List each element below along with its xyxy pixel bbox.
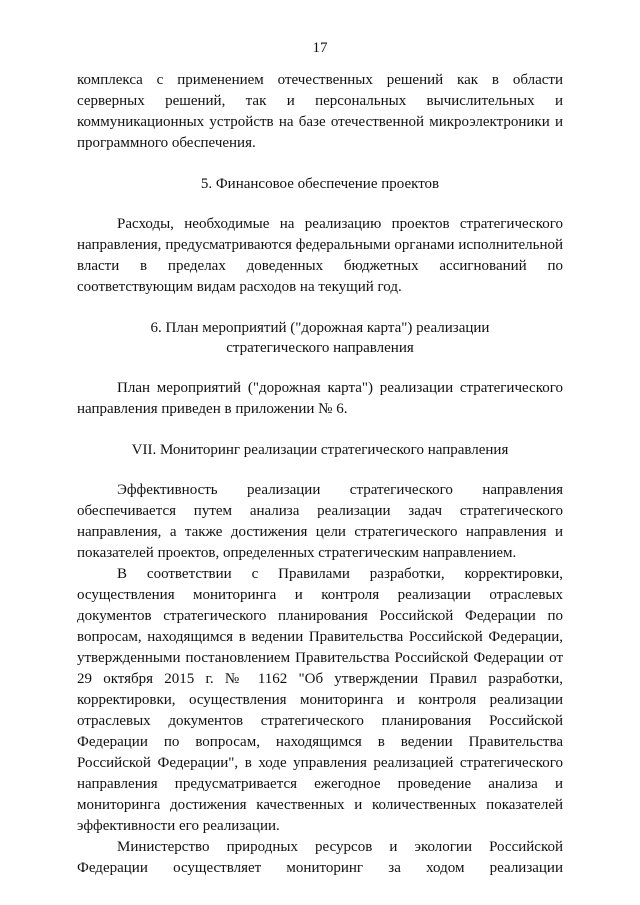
paragraph-continuation: комплекса с применением отечественных решений как в области серверных решений, так и персональных вычислительных и коммуникационных устройств на базе отечественной микроэлектроники и программного обеспечения. [77,72,563,151]
section-heading-roadmap-line2: стратегического направления [226,340,414,356]
section-heading-monitoring: VII. Мониторинг реализации стратегического направления [131,442,509,458]
page-number: 17 [312,40,328,56]
paragraph-roadmap: План мероприятий ("дорожная карта") реализации стратегического направления приведен в приложении № 6. [77,380,563,417]
section-heading-financing: 5. Финансовое обеспечение проектов [200,176,440,192]
section-heading-roadmap-line1: 6. План мероприятий ("дорожная карта") реализации [150,320,490,336]
paragraph-rules: В соответствии с Правилами разработки, корректировки, осуществления мониторинга и контроля реализации отраслевых документов стратегического планирования Российской Федерации по вопросам, находящимся в ведении Правительства Российской Федерации, утвержденными постановлением Правительства Российской Федерации от 29 октября 2015 г. № 1162 "Об утверждении Правил разработки, корректировки, осуществления мониторинга и контроля реализации отраслевых документов стратегического планирования Российской Федерации по вопросам, находящимся в ведении Правительства Российской Федерации", в ходе управления реализацией стратегического направления предусматривается ежегодное проведение анализа и мониторинга достижения качественных и количественных показателей эффективности его реализации. [77,566,563,834]
paragraph-financing: Расходы, необходимые на реализацию проектов стратегического направления, предусматриваются федеральными органами исполнительной власти в пределах доведенных бюджетных ассигнований по соответствующим видам расходов на текущий год. [77,216,563,295]
paragraph-ministry: Министерство природных ресурсов и экологии Российской Федерации осуществляет мониторинг за ходом реализации [77,839,563,876]
paragraph-efficiency: Эффективность реализации стратегического направления обеспечивается путем анализа реализации задач стратегического направления, а также достижения цели стратегического направления и показателей проектов, определенных стратегическим направлением. [77,482,563,561]
section-heading-roadmap [77,318,563,358]
document-body [77,70,563,879]
